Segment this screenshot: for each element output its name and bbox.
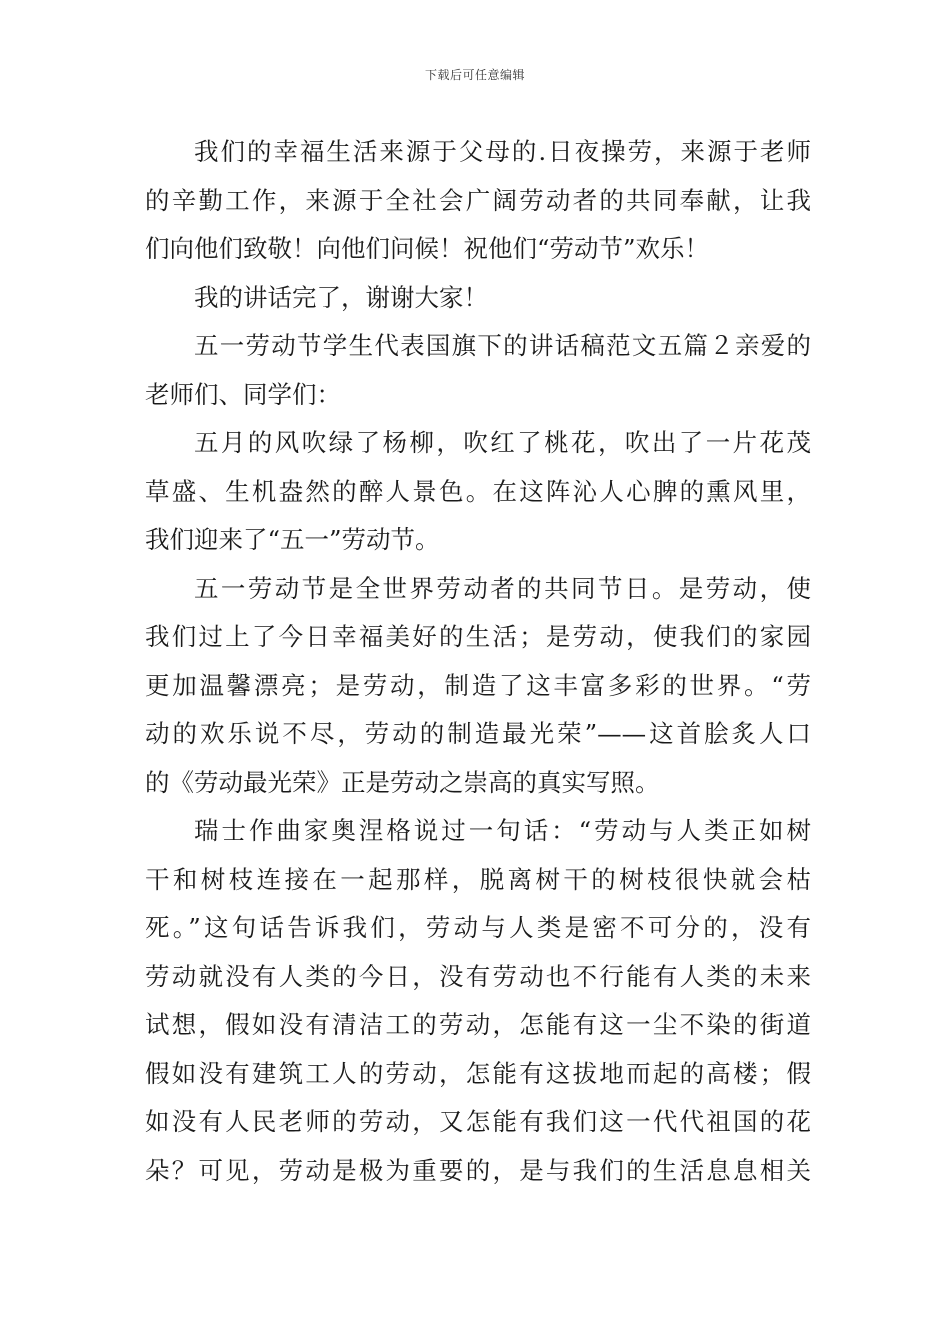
text-line: 五一劳动节学生代表国旗下的讲话稿范文五篇２亲爱的 bbox=[194, 331, 811, 360]
text-line: 我们迎来了“五一”劳动节。 bbox=[145, 525, 440, 554]
text-line: 的《劳动最光荣》正是劳动之崇高的真实写照。 bbox=[145, 767, 660, 797]
text-line: 朵？可见，劳动是极为重要的，是与我们的生活息息相关 bbox=[145, 1155, 811, 1185]
text-line: 如没有人民老师的劳动，又怎能有我们这一代代祖国的花 bbox=[145, 1107, 811, 1136]
text-line: 死。”这句话告诉我们，劳动与人类是密不可分的，没有 bbox=[145, 913, 811, 942]
text-line: 假如没有建筑工人的劳动，怎能有这拔地而起的高楼；假 bbox=[145, 1058, 811, 1088]
text-line: 干和树枝连接在一起那样，脱离树干的树枝很快就会枯 bbox=[145, 864, 811, 894]
header-note: 下载后可任意编辑 bbox=[424, 68, 525, 82]
text-line: 五月的风吹绿了杨柳，吹红了桃花，吹出了一片花茂 bbox=[194, 428, 811, 457]
text-line: 试想，假如没有清洁工的劳动，怎能有这一尘不染的街道 bbox=[145, 1010, 811, 1039]
text-line: 我的讲话完了，谢谢大家！ bbox=[194, 282, 488, 312]
text-line: 老师们、同学们： bbox=[145, 379, 341, 409]
document-body bbox=[145, 128, 811, 1195]
text-line: 的辛勤工作，来源于全社会广阔劳动者的共同奉献，让我 bbox=[145, 185, 811, 215]
text-line: 我们的幸福生活来源于父母的.日夜操劳，来源于老师 bbox=[194, 137, 811, 166]
text-line: 我们过上了今日幸福美好的生活；是劳动，使我们的家园 bbox=[145, 622, 811, 651]
text-line: 动的欢乐说不尽，劳动的制造最光荣”——这首脍炙人口 bbox=[145, 719, 811, 748]
text-line: 草盛、生机盎然的醉人景色。在这阵沁人心脾的熏风里， bbox=[145, 476, 811, 506]
text-line: 们向他们致敬！向他们问候！祝他们“劳动节”欢乐！ bbox=[145, 234, 710, 263]
text-line: 瑞士作曲家奥涅格说过一句话：“劳动与人类正如树 bbox=[194, 816, 811, 845]
text-line: 更加温馨漂亮；是劳动，制造了这丰富多彩的世界。“劳 bbox=[145, 670, 811, 700]
text-line: 劳动就没有人类的今日，没有劳动也不行能有人类的未来 bbox=[145, 961, 811, 991]
text-line: 五一劳动节是全世界劳动者的共同节日。是劳动，使 bbox=[194, 573, 811, 603]
